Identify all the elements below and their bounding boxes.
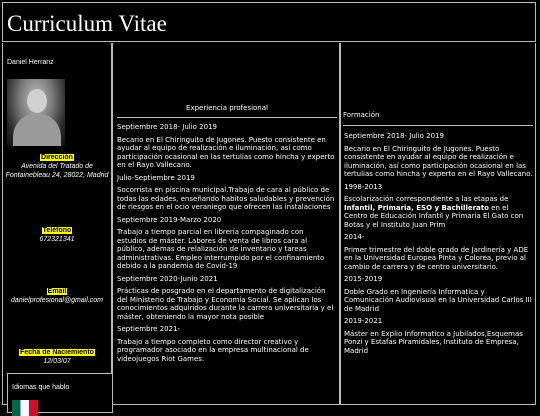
experience-column — [112, 43, 340, 405]
experience-list — [117, 123, 335, 367]
sidebar — [2, 43, 112, 405]
experience-divider — [117, 117, 337, 118]
mexico-flag-icon — [12, 400, 38, 416]
avatar-body-shape — [13, 113, 61, 146]
languages-title: Idiomas que hablo — [12, 384, 70, 391]
email-block — [3, 287, 111, 305]
education-date: 2019-2021 — [344, 317, 383, 325]
experience-desc: Prácticas de posgrado en el departamento de digitalización del Ministerio de Trabajo y Economía Social. Se aplican los conocimientos adquiridos durante la carrera universitaria y el máster, obteniendo la mayor nota posible — [117, 287, 334, 321]
education-desc: Doble Grado en Ingeniería Informatica y Comunicación Audiovisual en la Universidad Carlos III de Madrid — [344, 287, 532, 313]
experience-desc: Trabajo a tiempo parcial en librería compaginado con estudios de máster. Labores de venta de libros cara al público, ademas de relalización de inventario y tareas administrativas. Empleo interrumpido por el confinamiento debido a la pandemia de Covid-19 — [117, 228, 325, 270]
header — [2, 2, 536, 42]
education-desc: Becario en El Chiringuito de Jugones. Puesto consistente en ayudar al equipo de realización e iluminación, así como participación ocasional en las tertulias como hincha y experto en el Rayo Vallecano. — [344, 144, 533, 178]
experience-title: Experiencia profesional — [186, 104, 268, 112]
address-block — [3, 153, 111, 180]
education-column — [340, 43, 536, 405]
experience-desc: Becario en El Chiringuito de Jugones. Puesto consistente en ayudar al equipo de realización e iluminación, así como participación ocasional en las tertulias como hincha y experto en el Rayo Vallecano. — [117, 135, 335, 169]
experience-desc: Trabajo a tiempo completo como director creativo y programador asociado en la empresa multinacional de videojuegos Riot Games. — [117, 337, 309, 363]
education-date: 2015-2019 — [344, 275, 383, 283]
person-name: Daniel Herranz — [7, 59, 54, 66]
education-list — [344, 132, 533, 359]
experience-desc: Socorrista en piscina municipal.Trabajo de cara al público de todas las edades, enseñando habitos saludables y prevención de riesgos en el ocio veraniego que ofrecen las instalaciones — [117, 186, 335, 211]
experience-date: Septiembre 2020-Junio 2021 — [117, 274, 218, 283]
education-date: 1998-2013 — [344, 182, 383, 191]
phone-label: Teléfono — [42, 227, 72, 234]
education-date: 2014- — [344, 233, 365, 241]
education-divider — [343, 125, 533, 126]
email-label: Email — [47, 288, 67, 295]
address-label: Dirección — [41, 154, 73, 161]
education-title: Formación — [343, 111, 380, 119]
education-desc: Primer trimestre del doble grado de Jardinería y ADE en la Universidad Europea Pinta y Colorea, previo al cambio de carrera y de centro universitario. — [344, 245, 529, 271]
education-desc-pre: Escolarización correspondiente a las etapas de — [344, 195, 509, 203]
birthdate-value: 12/03/07 — [43, 358, 71, 365]
education-desc — [344, 195, 533, 229]
education-desc-post: en el Centro de Educación Infantil y Primaria El Gato con Botas y el Instituto Juan Prim — [344, 203, 524, 229]
experience-date: Septiembre 2018- Julio 2019 — [117, 123, 217, 131]
address-value: Avenida del Tratado de Fontainebleau 24, 28022, Madrid — [5, 163, 109, 179]
page-title: Curriculum Vitae — [7, 11, 167, 36]
experience-date: Septiembre 2021- — [117, 325, 181, 333]
experience-date: Julio-Septiembre 2019 — [117, 173, 195, 182]
phone-block — [3, 226, 111, 244]
birthdate-block — [3, 348, 111, 366]
education-date: Septiembre 2018- Julio 2019 — [344, 132, 444, 140]
email-value: danielprofesional@gmail.com — [11, 297, 103, 304]
education-desc-bold: Infantil, Primaria, ESO y Bachillerato — [344, 203, 489, 212]
avatar — [7, 79, 65, 146]
birthdate-label: Fecha de Naciemiento — [20, 349, 94, 356]
education-desc: Máster en Explio Informatico a Jubilados,Esquemas Ponzi y Estafas Piramidales, Instituto de Empresa, Madrid — [344, 329, 523, 355]
languages-box — [7, 373, 113, 413]
experience-date: Septiembre 2019-Marzo 2020 — [117, 215, 222, 224]
avatar-head-shape — [27, 89, 47, 113]
phone-value: 672321341 — [39, 236, 75, 243]
